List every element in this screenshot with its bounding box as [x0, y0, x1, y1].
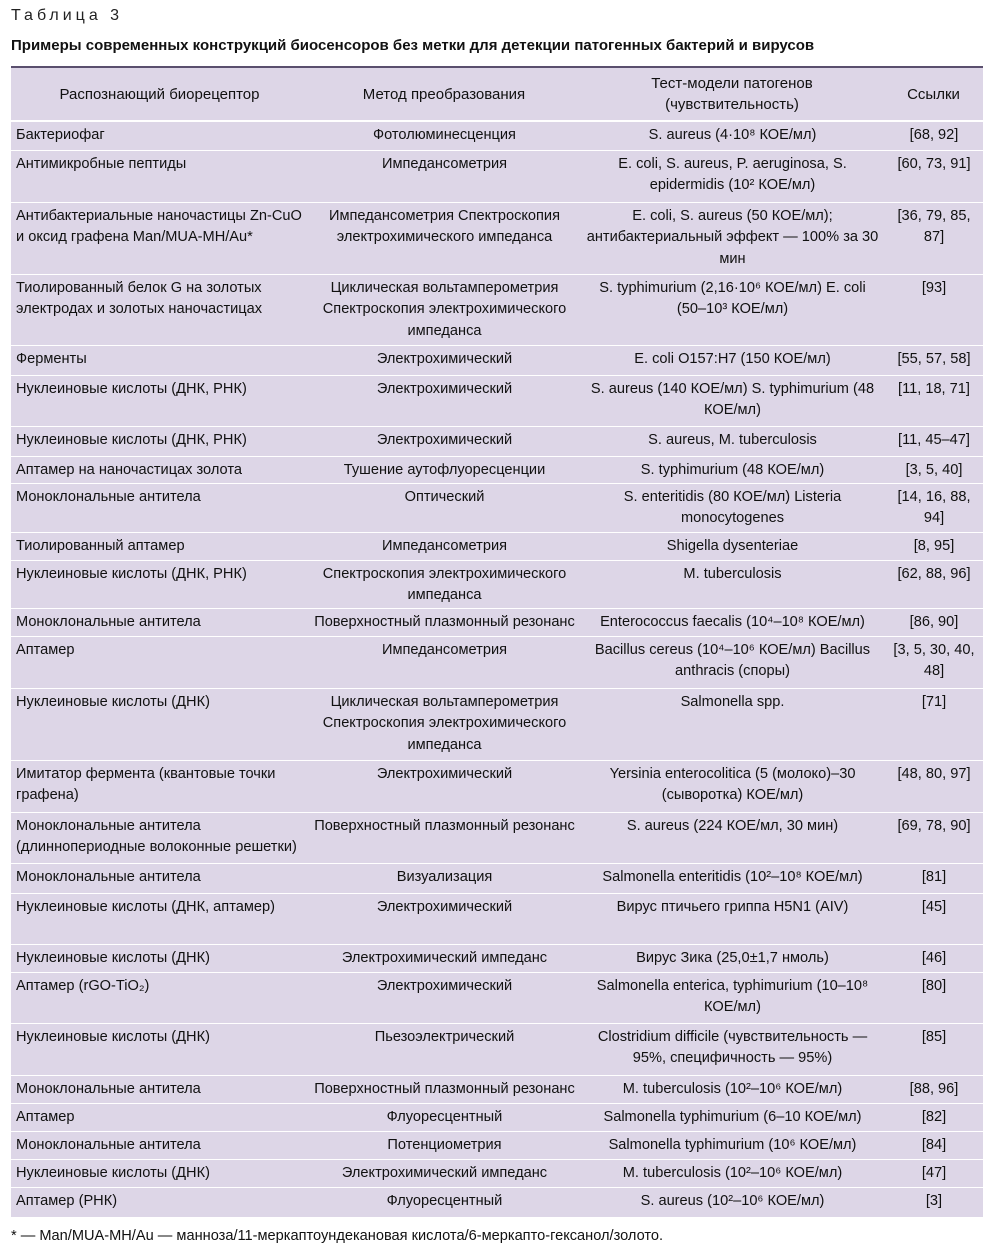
table-row: [11, 1187, 983, 1217]
cell-refs: [60, 73, 91]: [884, 150, 983, 202]
cell-bioreceptor: Ферменты: [11, 345, 308, 375]
cell-pathogen: S. aureus (224 КОЕ/мл, 30 мин): [580, 812, 884, 863]
cell-refs: [82]: [884, 1103, 983, 1131]
table-row: [11, 375, 983, 426]
biosensor-table: [11, 68, 983, 1217]
cell-refs: [55, 57, 58]: [884, 345, 983, 375]
cell-method: Поверхностный плазмонный резонанс: [308, 1075, 580, 1103]
table-row: [11, 636, 983, 688]
table-row: [11, 345, 983, 375]
cell-pathogen: Salmonella enterica, typhimurium (10–10⁸ КОЕ/мл): [580, 972, 884, 1023]
cell-method: Потенциометрия: [308, 1131, 580, 1159]
cell-bioreceptor: Аптамер: [11, 1103, 308, 1131]
cell-refs: [14, 16, 88, 94]: [884, 483, 983, 532]
cell-refs: [3]: [884, 1187, 983, 1217]
cell-pathogen: Clostridium difficile (чувствительность — 95%, специфичность — 95%): [580, 1023, 884, 1075]
cell-method: Визуализация: [308, 863, 580, 893]
cell-refs: [11, 45–47]: [884, 426, 983, 456]
cell-method: Тушение аутофлуоресценции: [308, 456, 580, 483]
table-row: [11, 1159, 983, 1187]
cell-method: Спектроскопия электрохимического импеданса: [308, 560, 580, 608]
cell-method: Электрохимический: [308, 426, 580, 456]
cell-refs: [93]: [884, 274, 983, 345]
cell-method: Пьезоэлектрический: [308, 1023, 580, 1075]
cell-pathogen: E. coli O157:H7 (150 КОЕ/мл): [580, 345, 884, 375]
cell-pathogen: Salmonella typhimurium (10⁶ КОЕ/мл): [580, 1131, 884, 1159]
table-row: [11, 274, 983, 345]
table-row: [11, 944, 983, 972]
cell-method: Импедансометрия: [308, 636, 580, 688]
cell-bioreceptor: Тиолированный белок G на золотых электродах и золотых наночастицах: [11, 274, 308, 345]
cell-refs: [3, 5, 30, 40, 48]: [884, 636, 983, 688]
header-bioreceptor: Распознающий биорецептор: [11, 68, 308, 121]
cell-refs: [48, 80, 97]: [884, 760, 983, 812]
table-row: [11, 150, 983, 202]
cell-bioreceptor: Моноклональные антитела: [11, 1131, 308, 1159]
cell-method: Поверхностный плазмонный резонанс: [308, 608, 580, 636]
table-footnote: * — Man/MUA-MH/Au — манноза/11-меркаптоундекановая кислота/6-меркапто-гексанол/золото.: [11, 1228, 664, 1244]
cell-method: Циклическая вольтамперометрия Спектроскопия электрохимического импеданса: [308, 274, 580, 345]
table-row: [11, 688, 983, 760]
cell-method: Электрохимический: [308, 893, 580, 944]
table-title: Примеры современных конструкций биосенсоров без метки для детекции патогенных бактерий и вирусов: [11, 37, 815, 54]
cell-method: Электрохимический: [308, 345, 580, 375]
table-row: [11, 121, 983, 150]
table-row: [11, 972, 983, 1023]
table-row: [11, 1131, 983, 1159]
cell-method: Флуоресцентный: [308, 1103, 580, 1131]
cell-refs: [46]: [884, 944, 983, 972]
cell-pathogen: Yersinia enterocolitica (5 (молоко)–30 (сыворотка) КОЕ/мл): [580, 760, 884, 812]
cell-pathogen: Shigella dysenteriae: [580, 532, 884, 560]
table-row: [11, 426, 983, 456]
cell-refs: [86, 90]: [884, 608, 983, 636]
cell-bioreceptor: Моноклональные антитела: [11, 483, 308, 532]
cell-refs: [81]: [884, 863, 983, 893]
cell-pathogen: S. enteritidis (80 КОЕ/мл) Listeria monocytogenes: [580, 483, 884, 532]
table-row: [11, 456, 983, 483]
cell-bioreceptor: Нуклеиновые кислоты (ДНК, РНК): [11, 375, 308, 426]
table-caption: Таблица 3: [11, 7, 124, 24]
cell-bioreceptor: Нуклеиновые кислоты (ДНК, РНК): [11, 560, 308, 608]
table-row: [11, 760, 983, 812]
cell-refs: [45]: [884, 893, 983, 944]
cell-refs: [69, 78, 90]: [884, 812, 983, 863]
cell-refs: [85]: [884, 1023, 983, 1075]
table-row: [11, 893, 983, 944]
cell-bioreceptor: Аптамер (РНК): [11, 1187, 308, 1217]
cell-bioreceptor: Нуклеиновые кислоты (ДНК, РНК): [11, 426, 308, 456]
cell-refs: [84]: [884, 1131, 983, 1159]
cell-bioreceptor: Имитатор фермента (квантовые точки графена): [11, 760, 308, 812]
header-pathogen: Тест-модели патогенов (чувствительность): [580, 68, 884, 121]
table-row: [11, 1023, 983, 1075]
cell-method: Импедансометрия: [308, 150, 580, 202]
table-body: [11, 121, 983, 1217]
cell-refs: [62, 88, 96]: [884, 560, 983, 608]
cell-refs: [68, 92]: [884, 121, 983, 150]
cell-pathogen: Enterococcus faecalis (10⁴–10⁸ КОЕ/мл): [580, 608, 884, 636]
cell-refs: [8, 95]: [884, 532, 983, 560]
cell-bioreceptor: Нуклеиновые кислоты (ДНК): [11, 944, 308, 972]
cell-pathogen: M. tuberculosis (10²–10⁶ КОЕ/мл): [580, 1075, 884, 1103]
cell-pathogen: Salmonella spp.: [580, 688, 884, 760]
table-row: [11, 863, 983, 893]
table-row: [11, 560, 983, 608]
cell-refs: [71]: [884, 688, 983, 760]
cell-pathogen: S. aureus, M. tuberculosis: [580, 426, 884, 456]
cell-bioreceptor: Аптамер на наночастицах золота: [11, 456, 308, 483]
cell-method: Циклическая вольтамперометрия Спектроскопия электрохимического импеданса: [308, 688, 580, 760]
cell-pathogen: Вирус Зика (25,0±1,7 нмоль): [580, 944, 884, 972]
cell-bioreceptor: Нуклеиновые кислоты (ДНК): [11, 1023, 308, 1075]
cell-method: Поверхностный плазмонный резонанс: [308, 812, 580, 863]
cell-pathogen: M. tuberculosis: [580, 560, 884, 608]
header-row: [11, 68, 983, 121]
biosensor-table-wrapper: [11, 66, 983, 1217]
cell-method: Импедансометрия: [308, 532, 580, 560]
cell-pathogen: E. coli, S. aureus (50 КОЕ/мл); антибактериальный эффект — 100% за 30 мин: [580, 202, 884, 274]
cell-refs: [11, 18, 71]: [884, 375, 983, 426]
cell-method: Электрохимический: [308, 760, 580, 812]
cell-bioreceptor: Нуклеиновые кислоты (ДНК): [11, 1159, 308, 1187]
cell-method: Импедансометрия Спектроскопия электрохимического импеданса: [308, 202, 580, 274]
cell-method: Фотолюминесценция: [308, 121, 580, 150]
cell-pathogen: Bacillus cereus (10⁴–10⁶ КОЕ/мл) Bacillus anthracis (споры): [580, 636, 884, 688]
cell-bioreceptor: Моноклональные антитела: [11, 608, 308, 636]
cell-bioreceptor: Антимикробные пептиды: [11, 150, 308, 202]
cell-pathogen: S. typhimurium (2,16·10⁶ КОЕ/мл) E. coli (50–10³ КОЕ/мл): [580, 274, 884, 345]
table-row: [11, 1103, 983, 1131]
cell-pathogen: Salmonella typhimurium (6–10 КОЕ/мл): [580, 1103, 884, 1131]
table-row: [11, 532, 983, 560]
cell-pathogen: M. tuberculosis (10²–10⁶ КОЕ/мл): [580, 1159, 884, 1187]
cell-pathogen: Вирус птичьего гриппа H5N1 (AIV): [580, 893, 884, 944]
cell-refs: [3, 5, 40]: [884, 456, 983, 483]
cell-bioreceptor: Нуклеиновые кислоты (ДНК, аптамер): [11, 893, 308, 944]
cell-method: Оптический: [308, 483, 580, 532]
cell-refs: [88, 96]: [884, 1075, 983, 1103]
cell-pathogen: S. typhimurium (48 КОЕ/мл): [580, 456, 884, 483]
header-refs: Ссылки: [884, 68, 983, 121]
table-row: [11, 202, 983, 274]
cell-pathogen: S. aureus (140 КОЕ/мл) S. typhimurium (48 КОЕ/мл): [580, 375, 884, 426]
cell-pathogen: Salmonella enteritidis (10²–10⁸ КОЕ/мл): [580, 863, 884, 893]
cell-pathogen: E. coli, S. aureus, P. aeruginosa, S. epidermidis (10² КОЕ/мл): [580, 150, 884, 202]
table-row: [11, 1075, 983, 1103]
cell-method: Флуоресцентный: [308, 1187, 580, 1217]
cell-bioreceptor: Антибактериальные наночастицы Zn-CuO и оксид графена Man/MUA-MH/Au*: [11, 202, 308, 274]
table-row: [11, 608, 983, 636]
cell-bioreceptor: Аптамер: [11, 636, 308, 688]
cell-bioreceptor: Моноклональные антитела: [11, 1075, 308, 1103]
cell-method: Электрохимический: [308, 972, 580, 1023]
cell-refs: [36, 79, 85, 87]: [884, 202, 983, 274]
cell-method: Электрохимический импеданс: [308, 1159, 580, 1187]
table-row: [11, 812, 983, 863]
cell-refs: [80]: [884, 972, 983, 1023]
cell-bioreceptor: Бактериофаг: [11, 121, 308, 150]
cell-bioreceptor: Моноклональные антитела (длиннопериодные волоконные решетки): [11, 812, 308, 863]
cell-pathogen: S. aureus (10²–10⁶ КОЕ/мл): [580, 1187, 884, 1217]
cell-bioreceptor: Аптамер (rGO-TiO₂): [11, 972, 308, 1023]
cell-bioreceptor: Нуклеиновые кислоты (ДНК): [11, 688, 308, 760]
cell-bioreceptor: Моноклональные антитела: [11, 863, 308, 893]
table-row: [11, 483, 983, 532]
cell-method: Электрохимический импеданс: [308, 944, 580, 972]
header-method: Метод преобразования: [308, 68, 580, 121]
cell-method: Электрохимический: [308, 375, 580, 426]
cell-refs: [47]: [884, 1159, 983, 1187]
cell-bioreceptor: Тиолированный аптамер: [11, 532, 308, 560]
cell-pathogen: S. aureus (4·10⁸ КОЕ/мл): [580, 121, 884, 150]
